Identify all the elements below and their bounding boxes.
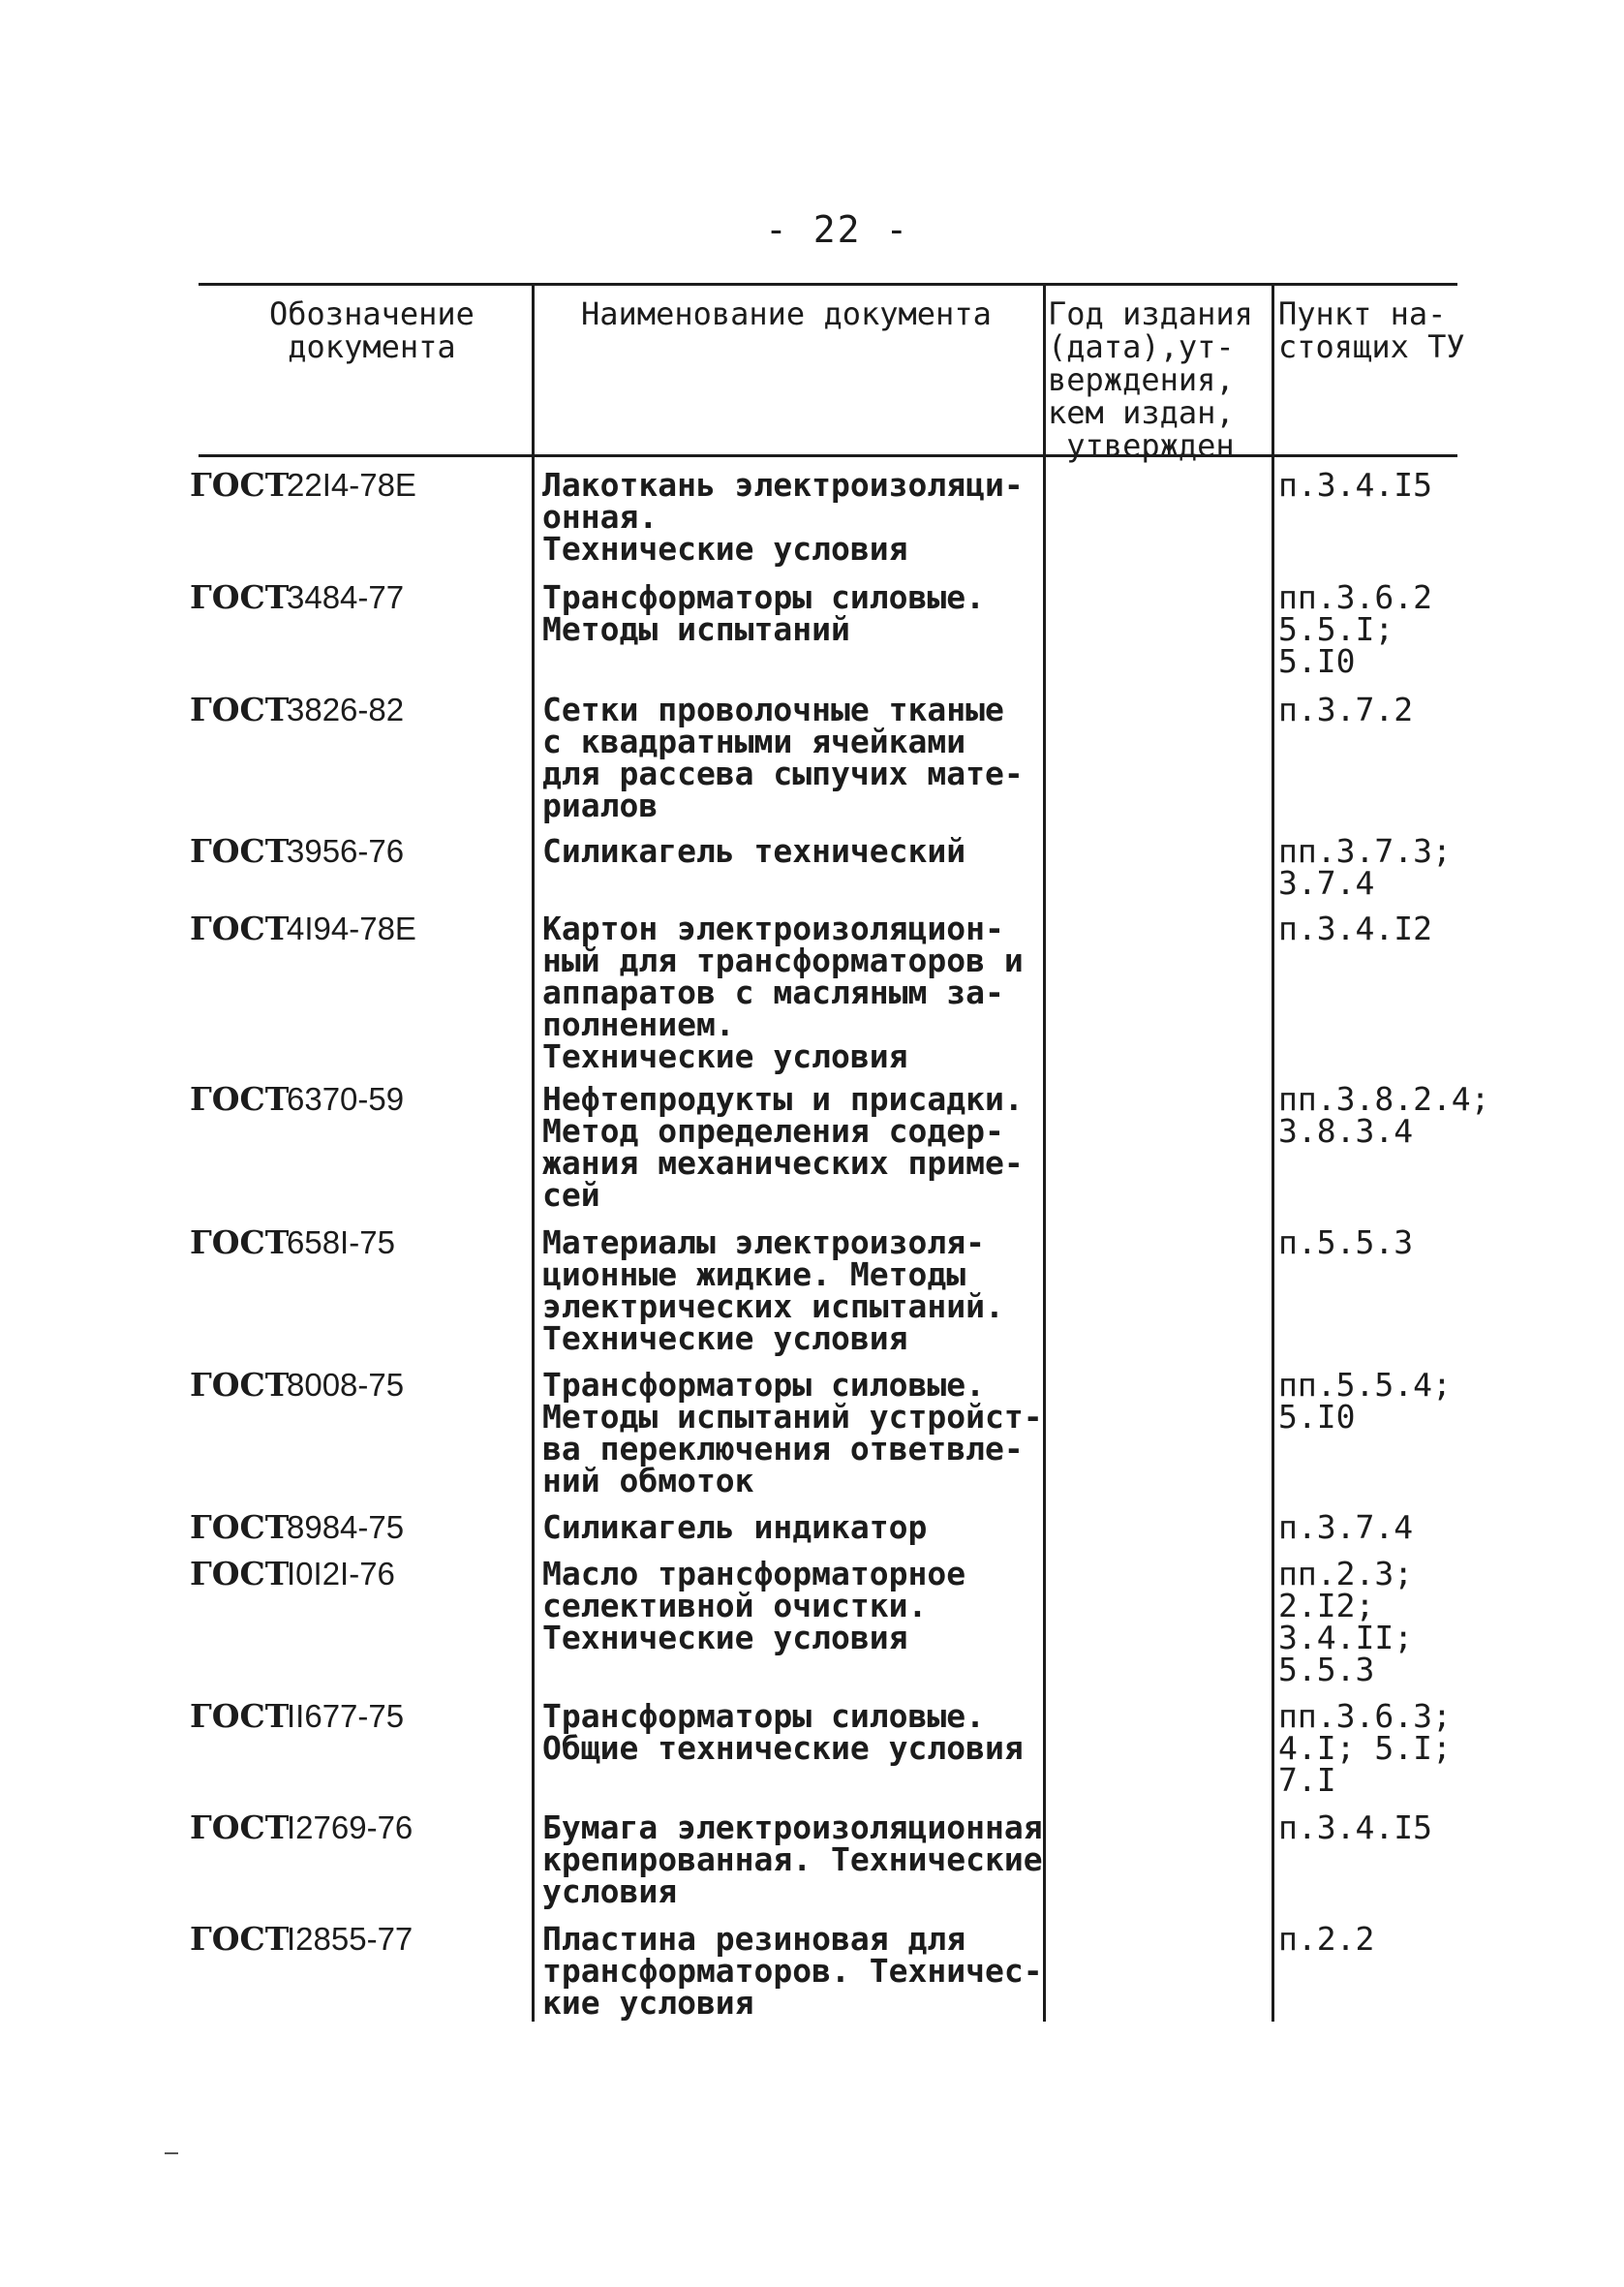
document-code xyxy=(190,1366,405,1404)
document-clause: пп.3.6.2 5.5.I; 5.I0 xyxy=(1278,578,1432,680)
document-code xyxy=(190,1808,414,1846)
document-clause: п.2.2 xyxy=(1278,1920,1375,1958)
document-name: Материалы электроизоля- ционные жидкие. Методы электрических испытаний. Технические условия xyxy=(542,1223,1004,1357)
standard-number: I2769-76 xyxy=(287,1809,414,1845)
document-name: Сетки проволочные тканые с квадратными ячейками для рассева сыпучих мате- риалов xyxy=(542,691,1024,824)
column-divider-name xyxy=(532,283,535,2022)
document-name: Бумага электроизоляционная крепированная. Технические условия xyxy=(542,1808,1043,1910)
document-name: Трансформаторы силовые. Методы испытаний xyxy=(542,578,985,648)
document-clause: п.3.4.I5 xyxy=(1278,466,1432,504)
standard-number: 3956-76 xyxy=(287,833,405,869)
document-name: Пластина резиновая для трансформаторов. Техничес- кие условия xyxy=(542,1920,1043,2022)
standard-type: ГОСТ xyxy=(190,1697,290,1735)
header-clause: Пункт на- стоящих ТУ xyxy=(1278,295,1465,365)
document-code xyxy=(190,1920,414,1958)
standard-type: ГОСТ xyxy=(190,466,290,504)
document-code xyxy=(190,466,416,504)
table-top-rule xyxy=(199,283,1457,286)
document-code xyxy=(190,1555,395,1592)
standard-number: 6370-59 xyxy=(287,1081,405,1117)
document-code xyxy=(190,910,416,947)
standard-type: ГОСТ xyxy=(190,832,290,870)
document-code xyxy=(190,578,405,616)
document-name: Масло трансформаторное селективной очистки. Технические условия xyxy=(542,1555,966,1656)
standard-number: 8008-75 xyxy=(287,1367,405,1403)
standard-type: ГОСТ xyxy=(190,691,290,728)
standard-number: I0I2I-76 xyxy=(287,1556,395,1592)
standard-type: ГОСТ xyxy=(190,1555,290,1592)
document-name: Силикагель индикатор xyxy=(542,1508,928,1546)
column-divider-year xyxy=(1043,283,1046,2022)
document-clause: п.3.4.I2 xyxy=(1278,910,1432,947)
standard-type: ГОСТ xyxy=(190,1508,290,1546)
document-code xyxy=(190,832,405,870)
standard-type: ГОСТ xyxy=(190,910,290,947)
document-name: Лакоткань электроизоляци- онная. Технические условия xyxy=(542,466,1024,568)
document-clause: п.3.7.2 xyxy=(1278,691,1414,728)
standard-number: II677-75 xyxy=(287,1698,405,1734)
document-clause: п.5.5.3 xyxy=(1278,1223,1414,1261)
standard-number: 3484-77 xyxy=(287,579,405,615)
document-code xyxy=(190,1508,405,1546)
document-clause: пп.3.7.3; 3.7.4 xyxy=(1278,832,1452,902)
standard-number: 3826-82 xyxy=(287,692,405,727)
document-name: Трансформаторы силовые. Общие технические условия xyxy=(542,1697,1024,1767)
document-name: Силикагель технический xyxy=(542,832,966,870)
document-clause: пп.2.3; 2.I2; 3.4.II; 5.5.3 xyxy=(1278,1555,1414,1688)
document-clause: пп.3.8.2.4; 3.8.3.4 xyxy=(1278,1080,1490,1150)
document-clause: пп.5.5.4; 5.I0 xyxy=(1278,1366,1452,1436)
document-code xyxy=(190,691,405,728)
standard-number: 22I4-78Е xyxy=(287,467,416,503)
standard-number: 4I94-78Е xyxy=(287,911,416,946)
standard-type: ГОСТ xyxy=(190,1223,290,1261)
document-code xyxy=(190,1223,395,1261)
page-number: - 22 - xyxy=(765,208,910,251)
document-name: Нефтепродукты и присадки. Метод определения содер- жания механических приме- сей xyxy=(542,1080,1024,1214)
document-name: Картон электроизоляцион- ный для трансформаторов и аппаратов с масляным за- полнением. Технические условия xyxy=(542,910,1024,1075)
header-name: Наименование документа xyxy=(581,295,992,332)
column-divider-clause xyxy=(1272,283,1274,2022)
standard-type: ГОСТ xyxy=(190,1920,290,1958)
table-header-rule xyxy=(199,454,1457,457)
document-name: Трансформаторы силовые. Методы испытаний устройст- ва переключения ответвле- ний обмоток xyxy=(542,1366,1043,1499)
scan-mark xyxy=(165,2152,178,2154)
standard-type: ГОСТ xyxy=(190,578,290,616)
document-code xyxy=(190,1080,405,1118)
standard-type: ГОСТ xyxy=(190,1080,290,1118)
standard-type: ГОСТ xyxy=(190,1808,290,1846)
standard-number: 8984-75 xyxy=(287,1509,405,1545)
header-code: Обозначение документа xyxy=(269,295,475,365)
standard-number: I2855-77 xyxy=(287,1921,414,1957)
header-year: Год издания (дата),ут- верждения, кем издан, утвержден xyxy=(1048,295,1253,464)
standard-type: ГОСТ xyxy=(190,1366,290,1404)
document-clause: п.3.7.4 xyxy=(1278,1508,1414,1546)
document-clause: пп.3.6.3; 4.I; 5.I; 7.I xyxy=(1278,1697,1452,1799)
document-code xyxy=(190,1697,405,1735)
standard-number: 658I-75 xyxy=(287,1224,395,1260)
document-clause: п.3.4.I5 xyxy=(1278,1808,1432,1846)
